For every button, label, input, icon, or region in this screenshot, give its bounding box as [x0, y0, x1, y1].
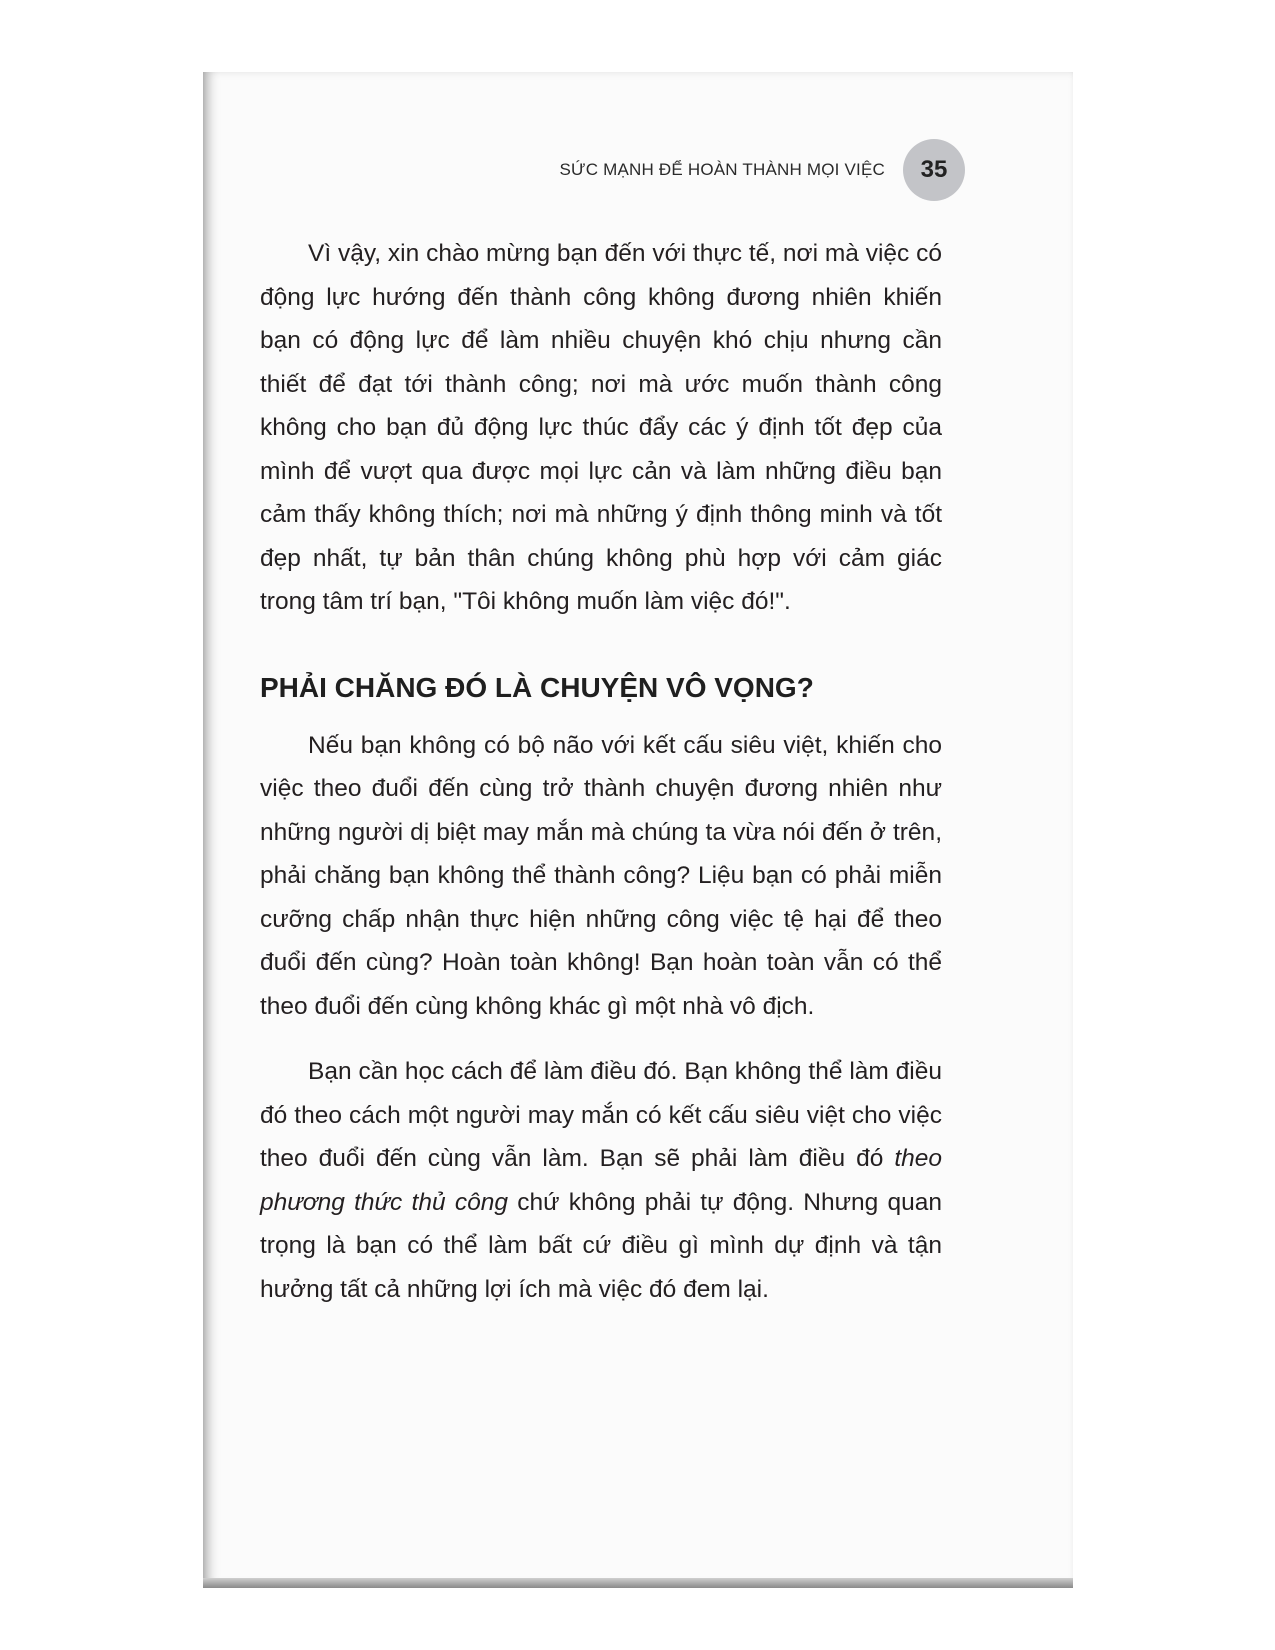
emphasis-text: theo phương thức thủ công — [260, 1145, 942, 1216]
section-heading: PHẢI CHĂNG ĐÓ LÀ CHUYỆN VÔ VỌNG? — [260, 671, 814, 703]
page-number-badge: 35 — [903, 139, 965, 201]
page-edge — [203, 1578, 1073, 1588]
body-paragraph: Vì vậy, xin chào mừng bạn đến với thực tế, nơi mà việc có động lực hướng đến thành công không đương nhiên khiến bạn có động lực để làm nhiều chuyện khó chịu nhưng cần thiết để đạt tới thành công; nơi mà ước muốn thành công không cho bạn đủ động lực thúc đẩy các ý định tốt đẹp của mình để vượt qua được mọi lực cản và làm những điều bạn cảm thấy không thích; nơi mà những ý định thông minh và tốt đẹp nhất, tự bản thân chúng không phù hợp với cảm giác trong tâm trí bạn, "Tôi không muốn làm việc đó!". — [260, 240, 942, 615]
running-title: SỨC MẠNH ĐỂ HOÀN THÀNH MỌI VIỆC — [559, 160, 885, 179]
body-paragraph — [260, 1050, 942, 1311]
page-header — [560, 138, 966, 202]
paragraph-text: Bạn cần học cách để làm điều đó. Bạn không thể làm điều đó theo cách một người may mắn có kết cấu siêu việt cho việc theo đuổi đến cùng vẫn làm. Bạn sẽ phải làm điều đó — [260, 1058, 942, 1172]
page-content — [260, 232, 942, 1311]
body-paragraph: Nếu bạn không có bộ não với kết cấu siêu việt, khiến cho việc theo đuổi đến cùng trở thành chuyện đương nhiên như những người dị biệt may mắn mà chúng ta vừa nói đến ở trên, phải chăng bạn không thể thành công? Liệu bạn có phải miễn cưỡng chấp nhận thực hiện những công việc tệ hại để theo đuổi đến cùng? Hoàn toàn không! Bạn hoàn toàn vẫn có thể theo đuổi đến cùng không khác gì một nhà vô địch. — [260, 731, 942, 1020]
paragraph-text: chứ không phải tự động. Nhưng quan trọng là bạn có thể làm bất cứ điều gì mình dự định và tận hưởng tất cả những lợi ích mà việc đó đem lại. — [260, 1188, 942, 1303]
